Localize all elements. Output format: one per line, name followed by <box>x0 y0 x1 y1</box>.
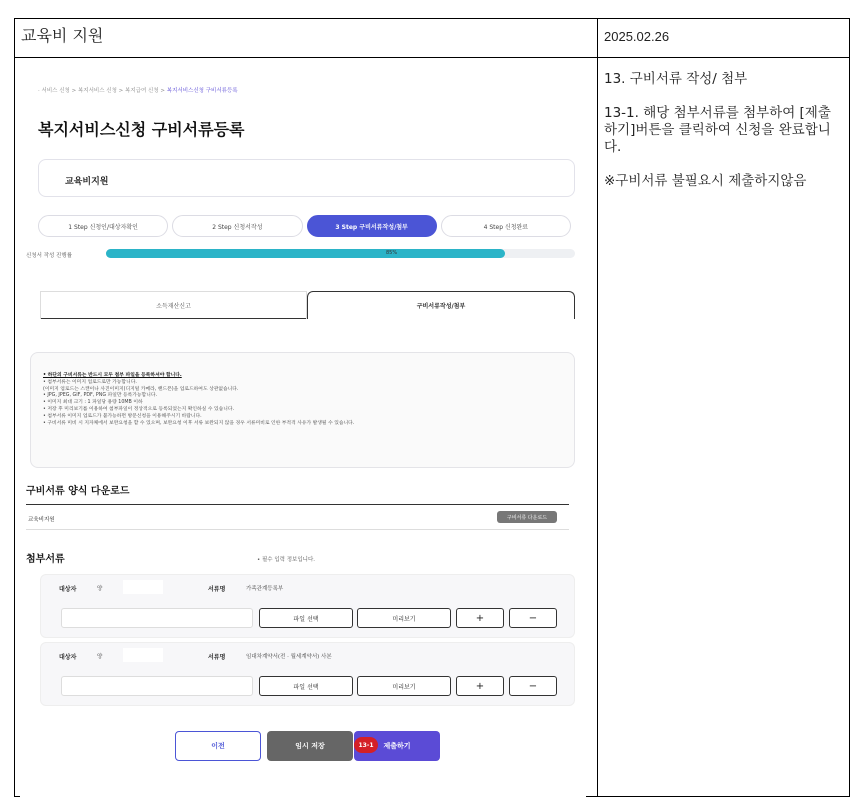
attachment-row <box>40 642 575 706</box>
masked-name <box>123 648 163 662</box>
add-button[interactable]: + <box>456 676 504 696</box>
breadcrumb-item[interactable]: 서비스 신청 <box>41 88 70 94</box>
notice-line: • 저장 후 미리보기를 이용하여 첨부파일이 정상적으로 등록되었는지 확인하실 수 있습니다. <box>43 406 235 412</box>
target-value: 양 <box>97 654 103 660</box>
header-divider <box>15 57 849 58</box>
notice-line: • 첨부서류는 이미지 업로드로만 가능합니다. <box>43 379 137 385</box>
notice-line: (이미지 업로드는 스캔이나 사진이미지(디지털 카메라, 핸드폰)을 업로드하여도 상관없습니다. <box>43 386 239 392</box>
document-date: 2025.02.26 <box>604 29 670 44</box>
add-button[interactable]: + <box>456 608 504 628</box>
breadcrumb-item[interactable]: 복지서비스 신청 <box>77 88 117 94</box>
step-1: 1 Step 신청인/대상자확인 <box>38 215 168 237</box>
step-3-active: 3 Step 구비서류작성/첨부 <box>307 215 437 237</box>
target-value: 양 <box>97 586 103 592</box>
download-section-title: 구비서류 양식 다운로드 <box>26 486 130 497</box>
notice-line: • 구비서류 미비 시 지자체에서 보완요청을 할 수 있으며, 보완요청 이후 서류 보완되지 않을 경우 서류미비로 인한 부적격 사유가 발생될 수 있습니다. <box>43 420 355 426</box>
breadcrumb-separator: > <box>71 88 77 94</box>
notice-line: • 첨부서류 이미지 업로드가 불가능하면 방문신청을 이용해주시기 바랍니다. <box>43 413 202 419</box>
notice-line: • 이미지 최대 크기 : 1 파일당 용량 10MB 이하 <box>43 400 143 406</box>
download-row <box>26 504 569 530</box>
prev-button[interactable]: 이전 <box>175 731 261 761</box>
embedded-screenshot <box>20 64 586 797</box>
attach-section-title: 첨부서류 <box>26 554 65 565</box>
doc-label: 서류명 <box>208 586 226 593</box>
preview-button[interactable]: 미리보기 <box>357 608 451 628</box>
service-name-box <box>38 159 575 197</box>
file-path-field[interactable] <box>61 608 253 628</box>
remove-button[interactable]: − <box>509 608 557 628</box>
file-select-button[interactable]: 파일 선택 <box>259 676 353 696</box>
download-form-button[interactable]: 구비서류 다운로드 <box>497 511 557 523</box>
target-label: 대상자 <box>59 586 77 593</box>
preview-button[interactable]: 미리보기 <box>357 676 451 696</box>
required-note: • 필수 입력 정보입니다. <box>257 557 316 563</box>
tab-income-assets[interactable]: 소득재산신고 <box>40 291 307 319</box>
notice-line: • 하단의 구비서류는 반드시 모두 첨부 파일을 등록하셔야 합니다. <box>43 373 182 378</box>
file-path-field[interactable] <box>61 676 253 696</box>
breadcrumb-bullet: · <box>38 88 40 94</box>
breadcrumb-separator: > <box>118 88 124 94</box>
file-select-button[interactable]: 파일 선택 <box>259 608 353 628</box>
column-divider <box>597 19 598 796</box>
breadcrumb-item[interactable]: 복지급여 신청 <box>125 88 159 94</box>
attachment-row <box>40 574 575 638</box>
download-row-label: 교육비지원 <box>28 517 55 523</box>
doc-value: 임대차계약서(전 · 월세계약서) 사본 <box>246 654 332 660</box>
description-heading: 13. 구비서류 작성/ 첨부 <box>604 71 748 87</box>
step-4: 4 Step 신청완료 <box>441 215 571 237</box>
description-body: 13-1. 해당 첨부서류를 첨부하여 [제출하기]버튼을 클릭하여 신청을 완료합니다. <box>604 105 831 155</box>
notice-line: • JPG, JPEG, GIF, PDF, PNG 파일만 등록가능합니다. <box>43 393 157 399</box>
progress-bar <box>106 249 575 258</box>
temp-save-button[interactable]: 임시 저장 <box>267 731 353 761</box>
step-indicator <box>38 215 575 237</box>
tab-documents[interactable]: 구비서류작성/첨부 <box>307 291 575 319</box>
doc-label: 서류명 <box>208 654 226 661</box>
progress-label: 신청서 작성 진행률 <box>26 253 73 259</box>
step-badge: 13-1 <box>354 737 378 753</box>
tab-bar <box>40 291 575 319</box>
page-title: 복지서비스신청 구비서류등록 <box>38 120 245 139</box>
progress-text: 85% <box>386 250 398 256</box>
notice-box <box>30 352 575 468</box>
remove-button[interactable]: − <box>509 676 557 696</box>
breadcrumb-separator: > <box>160 88 165 94</box>
service-name: 교육비지원 <box>65 177 109 187</box>
progress-fill <box>106 249 505 258</box>
submit-button[interactable]: 제출하기 <box>354 731 440 761</box>
target-label: 대상자 <box>59 654 77 661</box>
masked-name <box>123 580 163 594</box>
step-description <box>604 71 840 207</box>
document-title: 교육비 지원 <box>21 26 104 45</box>
step-2: 2 Step 신청서작성 <box>172 215 302 237</box>
doc-value: 가족관계등록부 <box>246 586 284 592</box>
breadcrumb <box>38 86 238 94</box>
breadcrumb-current: 복지서비스신청 구비서류등록 <box>166 88 238 94</box>
description-note: ※구비서류 불필요시 제출하지않음 <box>604 173 807 189</box>
